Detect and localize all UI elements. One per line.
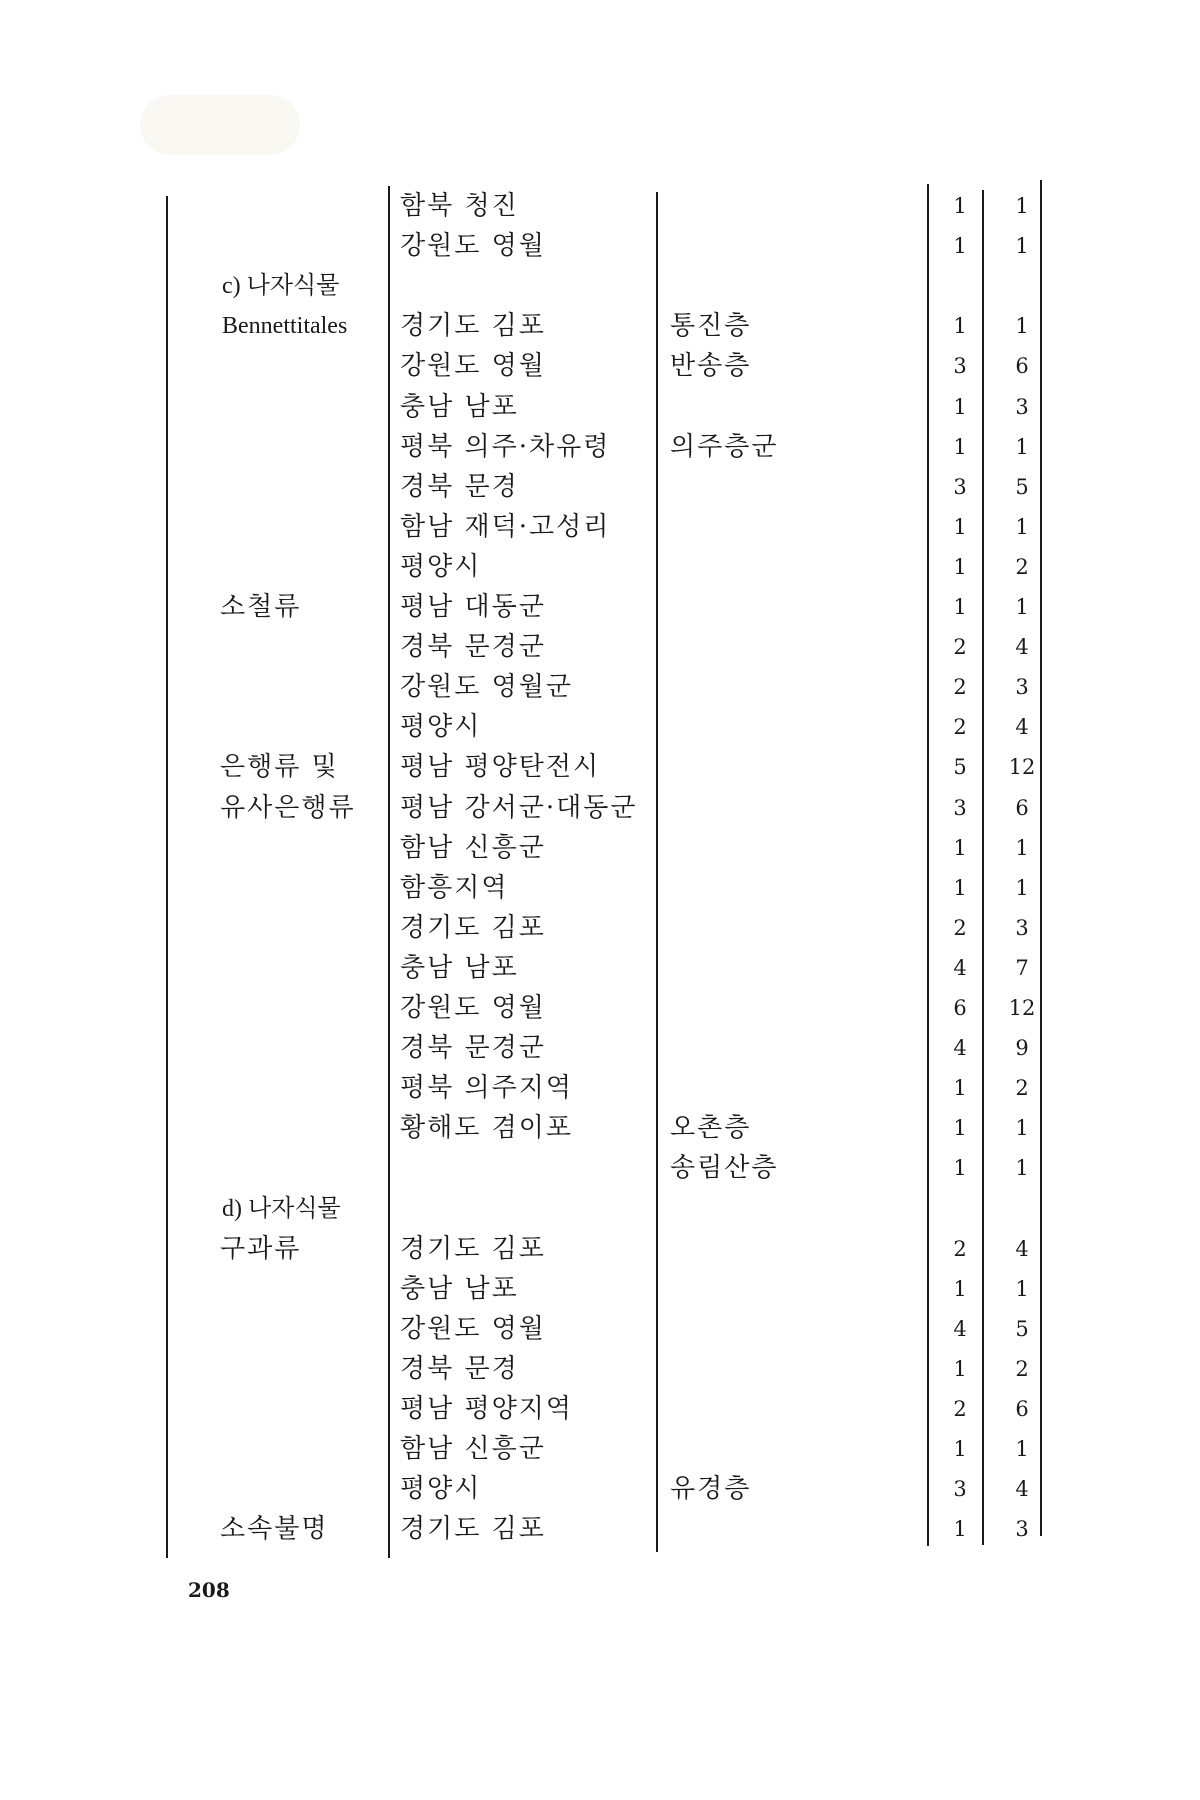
count1-cell: 2 [953, 1397, 967, 1421]
formation-cell: 반송층 [670, 351, 752, 382]
count1-cell: 1 [953, 1437, 967, 1462]
formation-cell: 통진층 [670, 311, 752, 342]
location-cell: 강원도 영월 [400, 231, 546, 262]
count1-cell: 1 [953, 835, 967, 860]
count2-cell: 1 [1015, 434, 1029, 459]
location-cell: 충남 남포 [400, 1273, 519, 1304]
count1-cell: 1 [953, 875, 967, 900]
count2-cell [1000, 266, 1044, 306]
formation-cell: 송림산층 [670, 1153, 779, 1184]
location-cell: 평양시 [400, 551, 482, 582]
location-cell: 경기도 김포 [400, 1233, 546, 1264]
category-cell: 유사은행류 [220, 792, 356, 823]
location-cell: 함남 신흥군 [400, 1434, 546, 1465]
table-row [0, 627, 1200, 667]
count1-cell: 3 [953, 474, 967, 499]
count1-cell: 1 [953, 1116, 967, 1141]
table-row [0, 226, 1200, 266]
count2-cell: 1 [1015, 875, 1029, 900]
count2-cell: 2 [1015, 1356, 1029, 1381]
category-cell: d) 나자식물 [222, 1195, 341, 1222]
table-row [0, 507, 1200, 547]
count1-cell: 5 [953, 755, 967, 780]
count2-cell: 1 [1015, 1276, 1029, 1301]
count2-cell: 3 [1015, 675, 1029, 700]
page-number: 208 [188, 1578, 230, 1602]
count2-cell: 3 [1015, 1517, 1029, 1542]
location-cell: 평남 강서군·대동군 [400, 792, 638, 823]
count1-cell: 2 [953, 715, 967, 740]
count2-cell [1000, 1189, 1044, 1229]
formation-cell: 오촌층 [670, 1113, 752, 1144]
count2-cell: 4 [1015, 1236, 1029, 1261]
table-row [0, 788, 1200, 828]
count2-cell: 1 [1015, 1156, 1029, 1181]
table-row [0, 306, 1200, 346]
count1-cell: 1 [953, 1276, 967, 1301]
location-cell: 강원도 영월군 [400, 672, 573, 703]
count2-cell: 1 [1015, 595, 1029, 619]
table-row [0, 1309, 1200, 1349]
count1-cell: 4 [953, 1036, 967, 1061]
count2-cell: 4 [1015, 635, 1029, 660]
table-row [0, 186, 1200, 226]
count2-cell: 3 [1015, 394, 1029, 419]
count1-cell: 1 [953, 394, 967, 419]
count1-cell: 3 [953, 795, 967, 820]
count1-cell: 4 [953, 1316, 967, 1341]
count2-cell: 6 [1015, 354, 1029, 379]
count1-cell: 2 [953, 1236, 967, 1261]
table-row [0, 988, 1200, 1028]
location-cell: 함남 신흥군 [400, 832, 546, 863]
count2-cell: 6 [1015, 1397, 1029, 1421]
location-cell: 평양시 [400, 712, 482, 743]
count1-cell: 4 [953, 955, 967, 980]
count1-cell: 1 [953, 595, 967, 619]
table-row [0, 707, 1200, 747]
location-cell: 충남 남포 [400, 952, 519, 983]
table-row [0, 1189, 1200, 1229]
category-cell: 소속불명 [220, 1514, 329, 1545]
count1-cell: 1 [953, 434, 967, 459]
location-cell: 평북 의주지역 [400, 1073, 573, 1104]
table-row [0, 868, 1200, 908]
location-cell: 충남 남포 [400, 391, 519, 422]
count1-cell: 1 [953, 1356, 967, 1381]
count2-cell: 1 [1015, 234, 1029, 259]
location-cell: 경기도 김포 [400, 912, 546, 943]
location-cell: 강원도 영월 [400, 351, 546, 382]
count2-cell: 5 [1015, 1316, 1029, 1341]
count2-cell: 2 [1015, 1076, 1029, 1101]
location-cell: 경기도 김포 [400, 1514, 546, 1545]
count2-cell: 1 [1015, 835, 1029, 860]
table-row [0, 747, 1200, 787]
location-cell: 강원도 영월 [400, 1313, 546, 1344]
count2-cell: 3 [1015, 915, 1029, 940]
count2-cell: 6 [1015, 795, 1029, 820]
location-cell: 평남 대동군 [400, 592, 546, 622]
location-cell: 함흥지역 [400, 872, 509, 903]
count2-cell: 1 [1015, 1116, 1029, 1141]
category-cell: 구과류 [220, 1233, 302, 1264]
table-row [0, 1509, 1200, 1549]
location-cell: 평남 평양탄전시 [400, 752, 601, 783]
count1-cell: 2 [953, 635, 967, 660]
count1-cell: 3 [953, 354, 967, 379]
table-row [0, 1148, 1200, 1188]
count1-cell: 1 [953, 1156, 967, 1181]
formation-cell: 유경층 [670, 1474, 752, 1505]
count1-cell: 1 [953, 1517, 967, 1542]
count1-cell: 1 [953, 514, 967, 539]
count2-cell: 12 [1008, 996, 1036, 1020]
table-row [0, 387, 1200, 427]
table-row [0, 1469, 1200, 1509]
count2-cell: 5 [1015, 474, 1029, 499]
table-row [0, 1108, 1200, 1148]
count1-cell: 1 [953, 314, 967, 339]
table-row [0, 948, 1200, 988]
table-row [0, 346, 1200, 386]
location-cell: 황해도 겸이포 [400, 1113, 573, 1144]
location-cell: 강원도 영월 [400, 993, 546, 1023]
table-row [0, 467, 1200, 507]
count1-cell [940, 266, 980, 306]
count2-cell: 4 [1015, 1477, 1029, 1502]
count2-cell: 1 [1015, 1437, 1029, 1462]
location-cell: 평북 의주·차유령 [400, 431, 611, 462]
location-cell: 경북 문경군 [400, 632, 546, 663]
count1-cell [940, 1189, 980, 1229]
table-row [0, 547, 1200, 587]
table-row [0, 667, 1200, 707]
count1-cell: 2 [953, 915, 967, 940]
count1-cell: 3 [953, 1477, 967, 1502]
location-cell: 함남 재덕·고성리 [400, 511, 611, 542]
category-cell: c) 나자식물 [222, 273, 340, 300]
category-cell: 은행류 및 [220, 752, 339, 783]
count1-cell: 2 [953, 675, 967, 700]
location-cell: 평남 평양지역 [400, 1394, 573, 1424]
count1-cell: 1 [953, 1076, 967, 1101]
count2-cell: 1 [1015, 194, 1029, 218]
table-row [0, 1068, 1200, 1108]
count1-cell: 1 [953, 554, 967, 579]
count2-cell: 7 [1015, 955, 1029, 980]
table-row [0, 1389, 1200, 1429]
count2-cell: 9 [1015, 1036, 1029, 1061]
count2-cell: 1 [1015, 314, 1029, 339]
count2-cell: 1 [1015, 514, 1029, 539]
formation-cell: 의주층군 [670, 431, 779, 462]
table-row [0, 587, 1200, 627]
table-row [0, 1269, 1200, 1309]
count1-cell: 6 [953, 996, 967, 1020]
count2-cell: 12 [1008, 755, 1036, 780]
table-row [0, 1028, 1200, 1068]
table-row [0, 1349, 1200, 1389]
location-cell: 경북 문경군 [400, 1033, 546, 1064]
count2-cell: 4 [1015, 715, 1029, 740]
location-cell: 경기도 김포 [400, 311, 546, 342]
table-row [0, 1229, 1200, 1269]
table-row [0, 828, 1200, 868]
table-row [0, 908, 1200, 948]
category-cell: 소철류 [220, 592, 302, 622]
count2-cell: 2 [1015, 554, 1029, 579]
count1-cell: 1 [953, 194, 967, 218]
table-row [0, 427, 1200, 467]
table-row [0, 1429, 1200, 1469]
location-cell: 경북 문경 [400, 1353, 519, 1384]
location-cell: 평양시 [400, 1474, 482, 1505]
location-cell: 함북 청진 [400, 191, 519, 221]
count1-cell: 1 [953, 234, 967, 259]
table-row [0, 266, 1200, 306]
category-cell: Bennettitales [222, 313, 348, 340]
location-cell: 경북 문경 [400, 471, 519, 502]
